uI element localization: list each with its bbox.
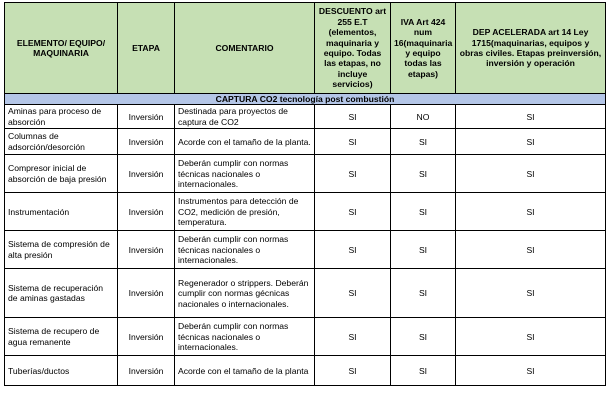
cell-elemento: Aminas para proceso de absorción	[5, 105, 118, 129]
table-row	[5, 193, 606, 231]
cell-comentario: Deberán cumplir con normas técnicas nacionales o internacionales.	[175, 231, 315, 269]
cell-etapa: Inversión	[118, 318, 175, 356]
cell-dep: SI	[456, 231, 606, 269]
table-row	[5, 231, 606, 269]
cell-etapa: Inversión	[118, 105, 175, 129]
cell-dep: SI	[456, 318, 606, 356]
section-title: CAPTURA CO2 tecnología post combustión	[5, 94, 606, 105]
cell-dep: SI	[456, 129, 606, 155]
cell-dep: SI	[456, 356, 606, 386]
cell-iva: SI	[391, 318, 456, 356]
table-row	[5, 318, 606, 356]
section-row	[5, 94, 606, 105]
cell-etapa: Inversión	[118, 356, 175, 386]
header-iva: IVA Art 424 num 16(maquinaria y equipo todas las etapas)	[391, 3, 456, 94]
cell-iva: SI	[391, 269, 456, 318]
cell-elemento: Columnas de adsorción/desorción	[5, 129, 118, 155]
cell-iva: SI	[391, 155, 456, 193]
cell-etapa: Inversión	[118, 155, 175, 193]
cell-elemento: Tuberías/ductos	[5, 356, 118, 386]
cell-descuento: SI	[315, 193, 391, 231]
cell-elemento: Compresor inicial de absorción de baja presión	[5, 155, 118, 193]
cell-iva: SI	[391, 129, 456, 155]
cell-comentario: Acorde con el tamaño de la planta	[175, 356, 315, 386]
header-comentario: COMENTARIO	[175, 3, 315, 94]
cell-comentario: Destinada para proyectos de captura de CO2	[175, 105, 315, 129]
table-row	[5, 269, 606, 318]
header-dep-acelerada: DEP ACELERADA art 14 Ley 1715(maquinarias, equipos y obras civiles. Etapas preinversión, inversión y operación	[456, 3, 606, 94]
cell-etapa: Inversión	[118, 231, 175, 269]
cell-descuento: SI	[315, 231, 391, 269]
cell-comentario: Deberán cumplir con normas técnicas nacionales o internacionales.	[175, 318, 315, 356]
cell-comentario: Deberán cumplir con normas técnicas nacionales o internacionales.	[175, 155, 315, 193]
cell-comentario: Instrumentos para detección de CO2, medición de presión, temperatura.	[175, 193, 315, 231]
header-descuento: DESCUENTO art 255 E.T (elementos, maquinaria y equipo. Todas las etapas, no incluye servicios)	[315, 3, 391, 94]
table-row	[5, 105, 606, 129]
cell-etapa: Inversión	[118, 129, 175, 155]
cell-elemento: Sistema de recupero de agua remanente	[5, 318, 118, 356]
cell-etapa: Inversión	[118, 269, 175, 318]
cell-descuento: SI	[315, 356, 391, 386]
cell-descuento: SI	[315, 105, 391, 129]
header-elemento: ELEMENTO/ EQUIPO/ MAQUINARIA	[5, 3, 118, 94]
cell-iva: SI	[391, 231, 456, 269]
cell-elemento: Sistema de recuperación de aminas gastadas	[5, 269, 118, 318]
cell-dep: SI	[456, 193, 606, 231]
cell-comentario: Regenerador o strippers. Deberán cumplir con normas gécnicas nacionales o internacionales.	[175, 269, 315, 318]
table-row	[5, 356, 606, 386]
cell-comentario: Acorde con el tamaño de la planta.	[175, 129, 315, 155]
cell-iva: SI	[391, 193, 456, 231]
cell-iva: NO	[391, 105, 456, 129]
cell-dep: SI	[456, 269, 606, 318]
table-row	[5, 129, 606, 155]
cell-descuento: SI	[315, 269, 391, 318]
cell-dep: SI	[456, 105, 606, 129]
tax-benefits-table	[4, 2, 606, 386]
header-row	[5, 3, 606, 94]
cell-elemento: Sistema de compresión de alta presión	[5, 231, 118, 269]
cell-descuento: SI	[315, 318, 391, 356]
cell-elemento: Instrumentación	[5, 193, 118, 231]
cell-descuento: SI	[315, 155, 391, 193]
header-etapa: ETAPA	[118, 3, 175, 94]
cell-etapa: Inversión	[118, 193, 175, 231]
cell-descuento: SI	[315, 129, 391, 155]
cell-iva: SI	[391, 356, 456, 386]
table-row	[5, 155, 606, 193]
cell-dep: SI	[456, 155, 606, 193]
